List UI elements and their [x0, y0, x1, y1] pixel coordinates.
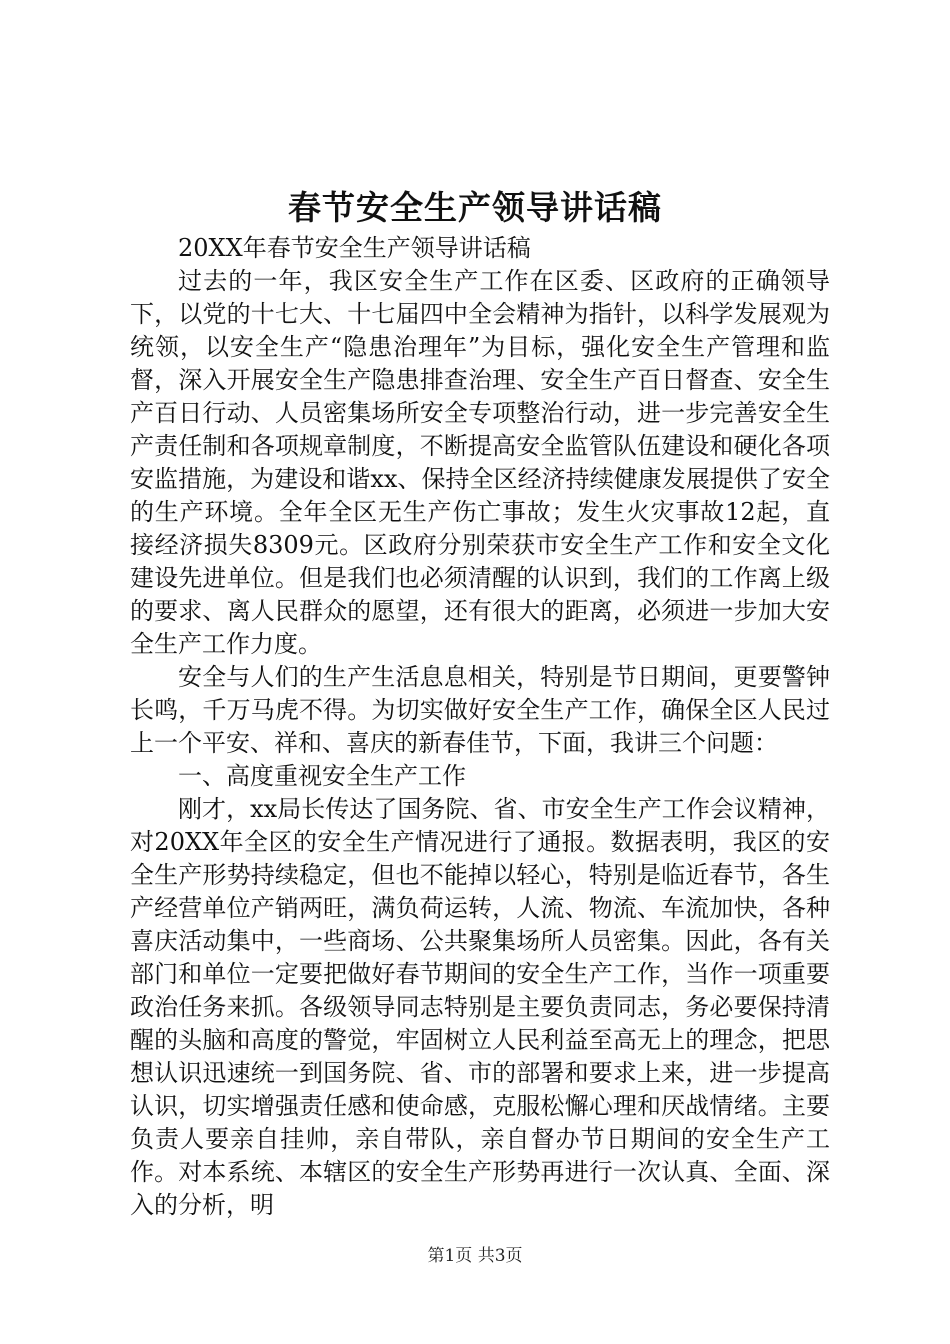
page-number: 第1页 共3页: [427, 1246, 523, 1266]
body-paragraph: 安全与人们的生产生活息息相关，特别是节日期间，更要警钟长鸣，千万马虎不得。为切实做好安全生产工作，确保全区人民过上一个平安、祥和、喜庆的新春佳节，下面，我讲三个问题：: [130, 663, 830, 757]
section-heading: 一、高度重视安全生产工作: [178, 762, 466, 790]
document-title: 春节安全生产领导讲话稿: [288, 188, 662, 227]
document-body: [130, 232, 830, 1222]
body-paragraph: 过去的一年，我区安全生产工作在区委、区政府的正确领导下，以党的十七大、十七届四中全会精神为指针，以科学发展观为统领，以安全生产“隐患治理年”为目标，强化安全生产管理和监督，深入开展安全生产隐患排查治理、安全生产百日督查、安全生产百日行动、人员密集场所安全专项整治行动，进一步完善安全生产责任制和各项规章制度，不断提高安全监管队伍建设和硬化各项安监措施，为建设和谐xx、保持全区经济持续健康发展提供了安全的生产环境。全年全区无生产伤亡事故；发生火灾事故12起，直接经济损失8309元。区政府分别荣获市安全生产工作和安全文化建设先进单位。但是我们也必须清醒的认识到，我们的工作离上级的要求、离人民群众的愿望，还有很大的距离，必须进一步加大安全生产工作力度。: [130, 267, 830, 658]
subtitle-paragraph: 20XX年春节安全生产领导讲话稿: [178, 234, 531, 262]
body-paragraph: 刚才，xx局长传达了国务院、省、市安全生产工作会议精神，对20XX年全区的安全生产情况进行了通报。数据表明，我区的安全生产形势持续稳定，但也不能掉以轻心，特别是临近春节，各生产经营单位产销两旺，满负荷运转，人流、物流、车流加快，各种喜庆活动集中，一些商场、公共聚集场所人员密集。因此，各有关部门和单位一定要把做好春节期间的安全生产工作，当作一项重要政治任务来抓。各级领导同志特别是主要负责同志，务必要保持清醒的头脑和高度的警觉，牢固树立人民利益至高无上的理念，把思想认识迅速统一到国务院、省、市的部署和要求上来，进一步提高认识，切实增强责任感和使命感，克服松懈心理和厌战情绪。主要负责人要亲自挂帅，亲自带队，亲自督办节日期间的安全生产工作。对本系统、本辖区的安全生产形势再进行一次认真、全面、深入的分析，明: [130, 795, 830, 1219]
